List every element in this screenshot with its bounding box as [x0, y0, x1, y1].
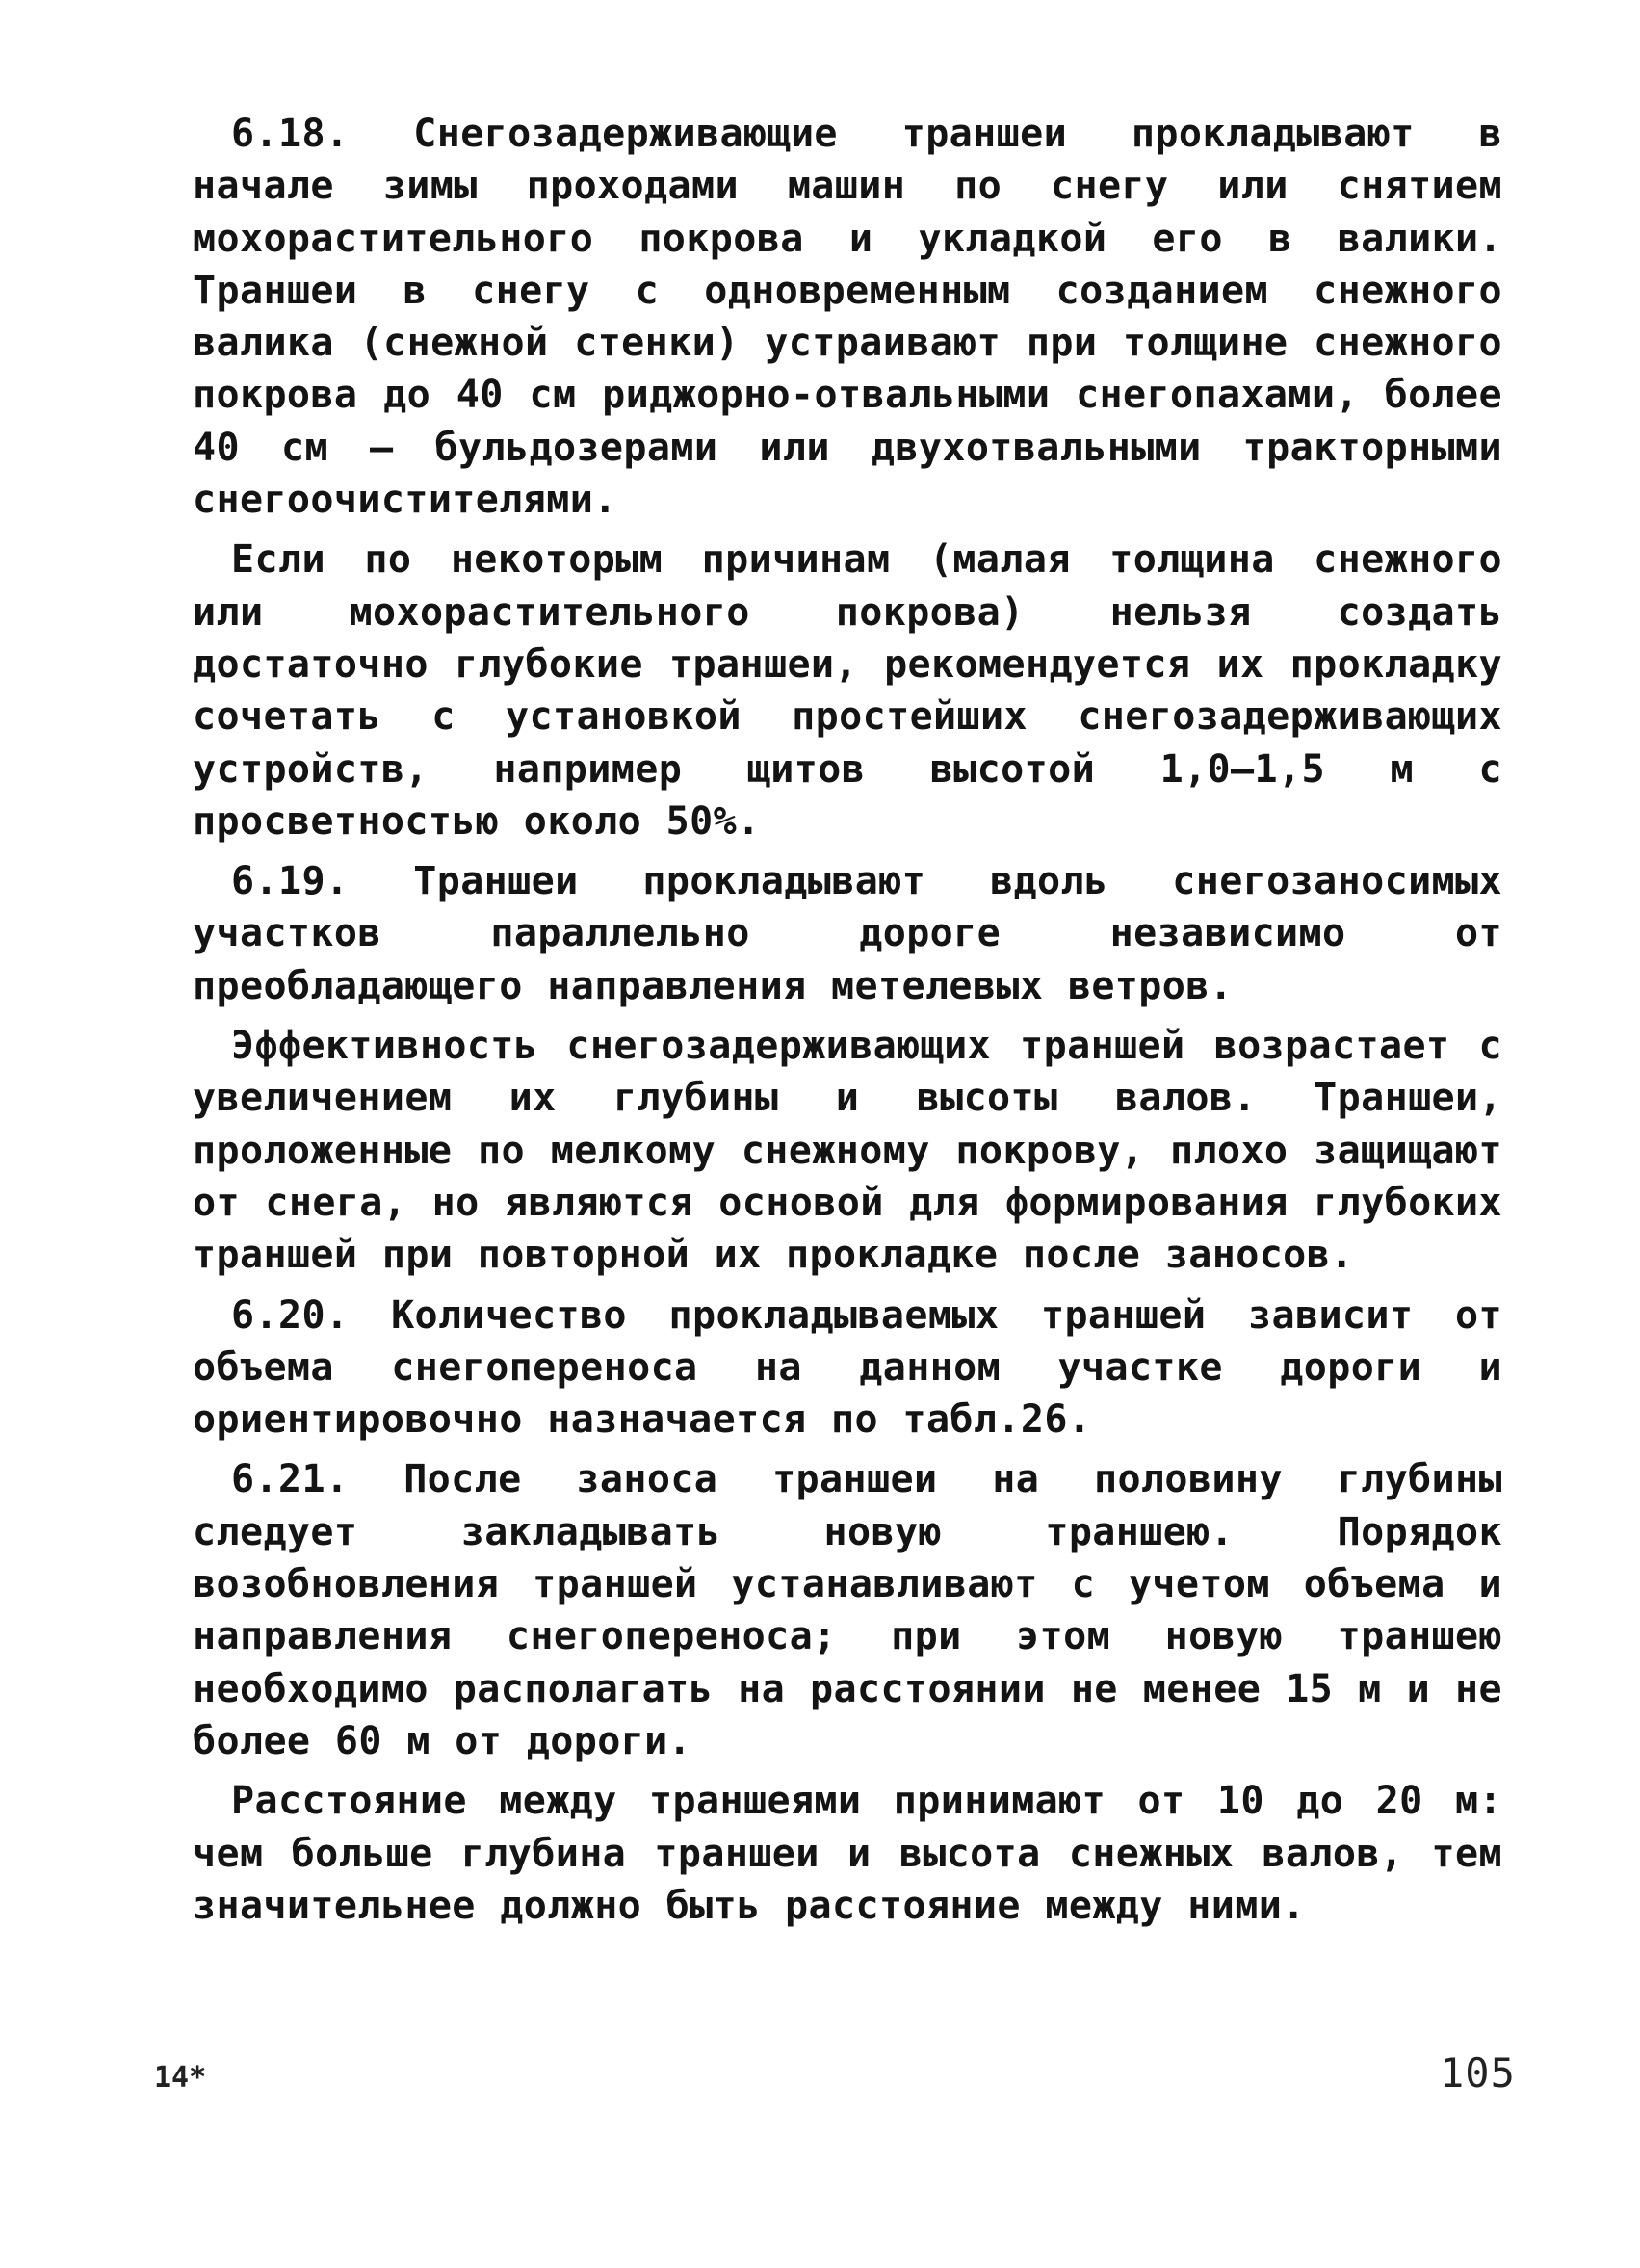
paragraph-6-20: 6.20. Количество прокладываемых траншей зависит от объема снегопереноса на данном участке дороги и ориентировочно назначается по табл.26.	[193, 1292, 1502, 1443]
paragraph-6-21-continued: Расстояние между траншеями принимают от 10 до 20 м: чем больше глубина траншеи и высота снежных валов, тем значительнее должно быть расстояние между ними.	[193, 1779, 1502, 1928]
text-block	[193, 108, 1502, 1932]
paragraph-6-19: 6.19. Траншеи прокладывают вдоль снегозаносимых участков параллельно дороге независимо от преобладающего направления метелевых ветров.	[193, 859, 1502, 1008]
paragraph-6-19-continued: Эффективность снегозадерживающих траншей возрастает с увеличением их глубины и высоты валов. Траншеи, проложенные по мелкому снежному покрову, плохо защищают от снега, но являются основой для формирования глубоких траншей при повторной их прокладке после заносов.	[193, 1024, 1502, 1278]
signature-mark: 14*	[154, 2061, 207, 2095]
paragraph-6-18: 6.18. Снегозадерживающие траншеи прокладывают в начале зимы проходами машин по снегу или снятием мохорастительного покрова и укладкой его в валики. Траншеи в снегу с одновременным созданием снежного валика (снежной стенки) устраивают при толщине снежного покрова до 40 см риджорно-отвальными снегопахами, более 40 см – бульдозерами или двухотвальными тракторными снегоочистителями.	[193, 112, 1502, 523]
paragraph-6-18-continued: Если по некоторым причинам (малая толщина снежного или мохорастительного покрова) нельзя создать достаточно глубокие траншеи, рекомендуется их прокладку сочетать с установкой простейших снегозадерживающих устройств, например щитов высотой 1,0–1,5 м с просветностью около 50%.	[193, 537, 1502, 844]
page-number: 105	[1440, 2049, 1516, 2097]
paragraph-6-21: 6.21. После заноса траншеи на половину глубины следует закладывать новую траншею. Порядок возобновления траншей устанавливают с учетом объема и направления снегопереноса; при этом новую траншею необходимо располагать на расстоянии не менее 15 м и не более 60 м от дороги.	[193, 1457, 1502, 1763]
